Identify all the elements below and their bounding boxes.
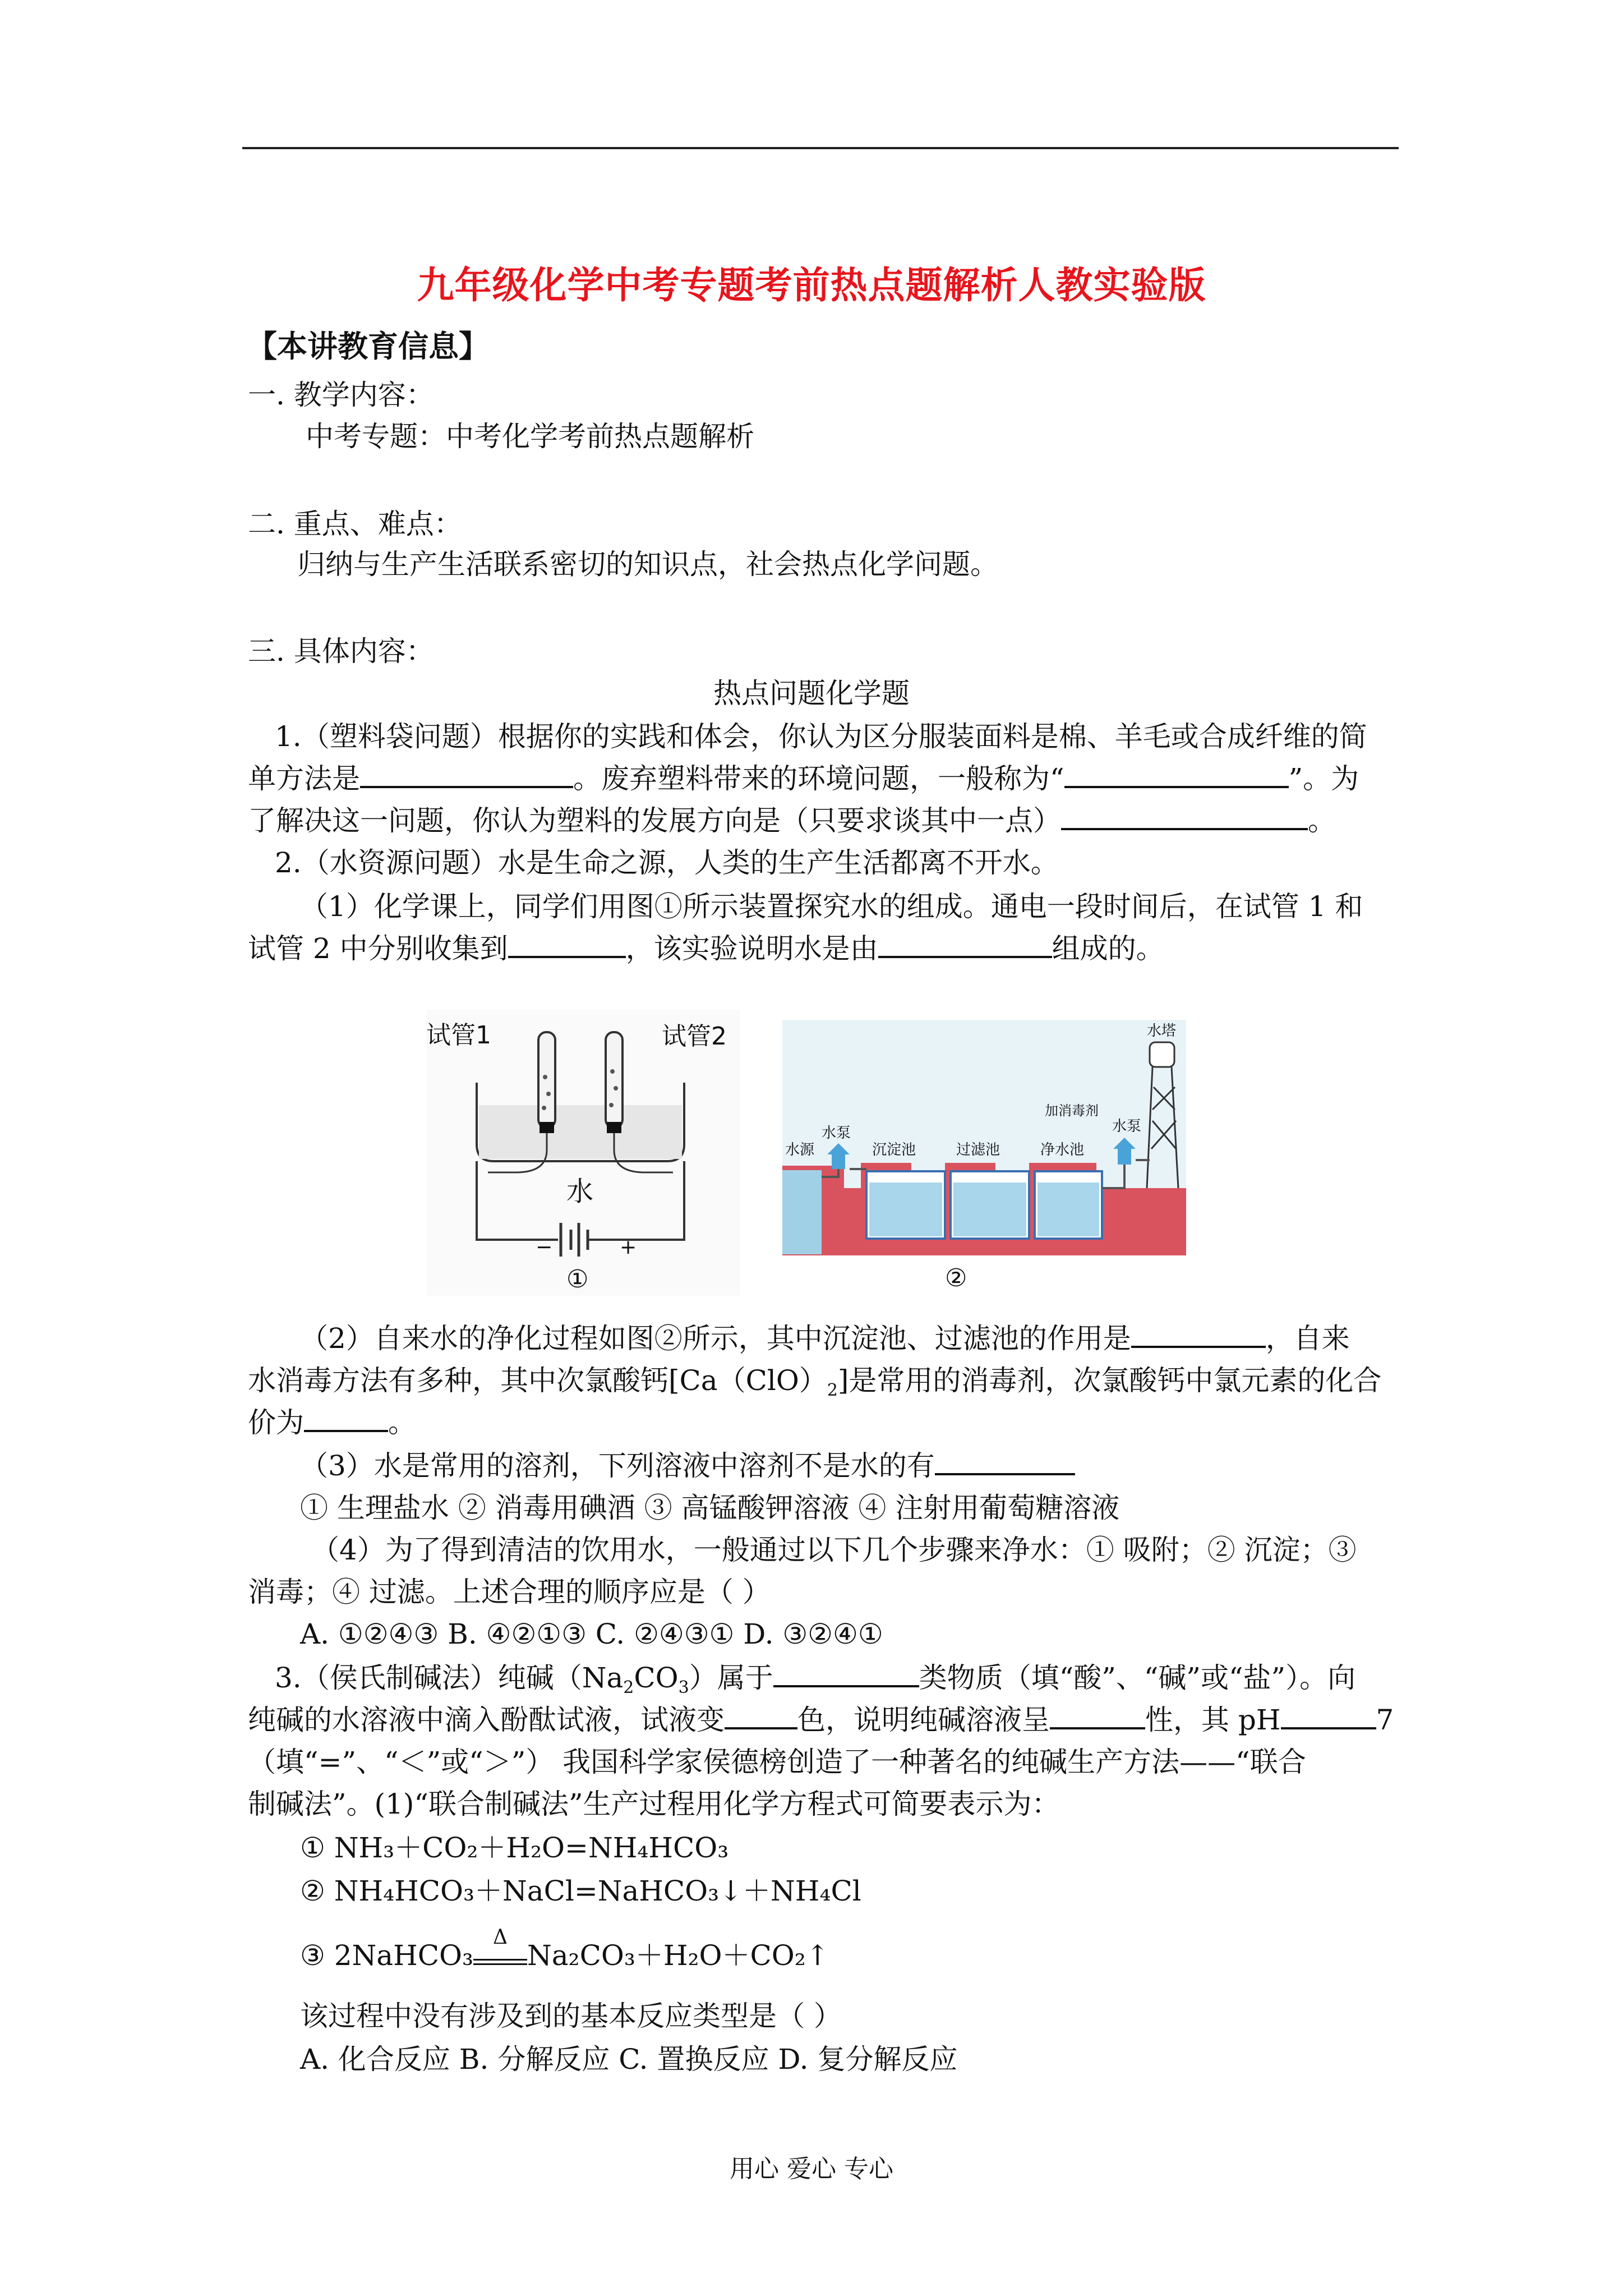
tube2-label: 试管2 [662,1022,727,1051]
pump2-label: 水泵 [1112,1118,1142,1135]
q3-text-e: 纯碱的水溶液中滴入酚酞试液，试液变 [248,1704,725,1736]
q3-text-a: 3.（侯氏制碱法）纯碱（Na [275,1662,624,1694]
q3-options: A. 化合反应 B. 分解反应 C. 置换反应 D. 复分解反应 [300,2043,958,2076]
pump1-label: 水泵 [822,1125,851,1142]
plus-label: + [620,1236,637,1259]
s2-body: 归纳与生产生活联系密切的知识点，社会热点化学问题。 [297,548,998,581]
q2-p2-line2 [248,1360,1381,1411]
q2-text-e: ，自来 [1265,1322,1350,1355]
settle-label: 沉淀池 [872,1142,916,1158]
section-heading: 【本讲教育信息】 [247,329,489,364]
q3-equation-1: ① NH₃＋CO₂＋H₂O=NH₄HCO₃ [300,1832,729,1864]
q2-text-g: ]是常用的消毒剂，次氯酸钙中氯元素的化合 [837,1364,1382,1397]
q3-eq3-right: Na₂CO₃＋H₂O＋CO₂↑ [527,1939,829,1972]
q1-line2 [248,758,1359,799]
q2-p3-line1 [300,1446,1075,1486]
q3-equation-3 [300,1926,829,1976]
q1-line1: 1.（塑料袋问题）根据你的实践和体会，你认为区分服装面料是棉、羊毛或合成纤维的简 [275,720,1367,753]
q1-blank-2 [1064,760,1289,788]
q2-p3-line2: ① 生理盐水 ② 消毒用碘酒 ③ 高锰酸钾溶液 ④ 注射用葡萄糖溶液 [300,1492,1120,1524]
q2-p4-line1: （4）为了得到清洁的饮用水，一般通过以下几个步骤来净水：① 吸附；② 沉淀；③ [311,1534,1357,1566]
q2-p1-line1: （1）化学课上，同学们用图①所示装置探究水的组成。通电一段时间后，在试管 1 和 [300,890,1363,923]
q1-text-d: 了解决这一问题，你认为塑料的发展方向是（只要求谈其中一点） [248,804,1061,837]
page-title: 九年级化学中考专题考前热点题解析人教实验版 [417,264,1206,307]
q3-text-b: CO [634,1662,679,1694]
s1-body: 中考专题：中考化学考前热点题解析 [306,420,754,453]
q3-blank-1 [773,1659,919,1687]
q1-line3 [248,800,1336,841]
subtitle: 热点问题化学题 [713,677,910,710]
tower-label: 水塔 [1147,1023,1177,1039]
heat-condition [473,1926,527,1965]
minus-label: − [536,1236,553,1259]
filter-label: 过滤池 [956,1142,1000,1158]
q2-blank-2 [878,930,1052,958]
q1-text-a: 单方法是 [248,762,360,795]
q3-sub-1: 2 [623,1678,634,1697]
water-label: 水 [566,1176,594,1207]
delta-symbol: Δ [492,1926,508,1949]
fig2-caption: ② [945,1264,967,1292]
q2-blank-5 [935,1447,1075,1475]
q3-eq3-left: ③ 2NaHCO₃ [300,1939,473,1972]
tube1-label: 试管1 [426,1021,491,1050]
q3-text-c: ）属于 [689,1662,773,1694]
q2-blank-1 [508,930,626,958]
q2-text-f: 水消毒方法有多种，其中次氯酸钙[Ca（ClO） [248,1364,827,1397]
q3-blank-3 [1050,1701,1145,1729]
water-purification-figure [782,1020,1186,1295]
q2-p4-line2: 消毒；④ 过滤。上述合理的顺序应是（ ） [248,1576,771,1608]
q1-text-c: ”。为 [1288,762,1359,795]
q2-text-c: 组成的。 [1052,932,1164,965]
s3-heading: 三. 具体内容： [248,635,434,668]
electrolysis-figure [426,1010,740,1296]
fig1-caption: ① [566,1265,589,1294]
header-rule [242,147,1399,149]
source-label: 水源 [785,1142,815,1158]
q3-equation-2: ② NH₄HCO₃＋NaCl=NaHCO₃↓＋NH₄Cl [300,1875,861,1907]
q2-p1-line2 [248,928,1164,969]
q2-p4-options: A. ①②④③ B. ④②①③ C. ②④③① D. ③②④① [300,1618,883,1650]
equals-bar [473,1959,527,1965]
q2-line1: 2.（水资源问题）水是生命之源，人类的生产生活都离不开水。 [275,846,1059,879]
s1-heading: 一. 教学内容： [248,379,434,411]
q2-text-d: （2）自来水的净化过程如图②所示，其中沉淀池、过滤池的作用是 [300,1322,1131,1355]
q2-text-b: ，该实验说明水是由 [625,932,878,965]
q3-blank-4 [1281,1701,1376,1729]
q3-blank-2 [725,1701,797,1729]
q2-blank-3 [1131,1320,1266,1348]
q3-text-h: 7 [1376,1704,1394,1736]
q3-sub-2: 3 [678,1678,689,1697]
s2-heading: 二. 重点、难点： [248,508,462,540]
q3-line4: 制碱法”。(1)“联合制碱法”生产过程用化学方程式可简要表示为： [248,1788,1060,1820]
q3-line2 [248,1700,1394,1740]
q3-question: 该过程中没有涉及到的基本反应类型是（ ） [300,2000,842,2032]
q3-text-g: 性，其 pH [1145,1704,1281,1736]
q2-text-h: 价为 [248,1406,304,1439]
clean-label: 净水池 [1040,1142,1085,1158]
q2-text-j: （3）水是常用的溶剂，下列溶液中溶剂不是水的有 [300,1450,935,1482]
q1-blank-3 [1061,802,1308,830]
q1-blank-1 [360,760,573,788]
q2-text-a: 试管 2 中分别收集到 [248,932,508,965]
q1-text-b: 。废弃塑料带来的环境问题，一般称为“ [573,762,1064,795]
page-footer: 用心 爱心 专心 [730,2155,893,2183]
disinfect-label: 加消毒剂 [1045,1103,1099,1119]
q3-text-d: 类物质（填“酸”、“碱”或“盐”）。向 [919,1662,1356,1694]
q2-text-i: 。 [388,1406,416,1439]
q2-p2-line1 [300,1318,1350,1359]
q3-line3: （填“=”、“＜”或“＞”） 我国科学家侯德榜创造了一种著名的纯碱生产方法——“联合 [248,1746,1306,1778]
q2-p2-line3 [248,1402,416,1443]
q2-sub: 2 [827,1381,838,1400]
q2-blank-4 [304,1404,388,1432]
q3-text-f: 色，说明纯碱溶液呈 [797,1704,1050,1736]
q1-text-e: 。 [1308,804,1336,837]
